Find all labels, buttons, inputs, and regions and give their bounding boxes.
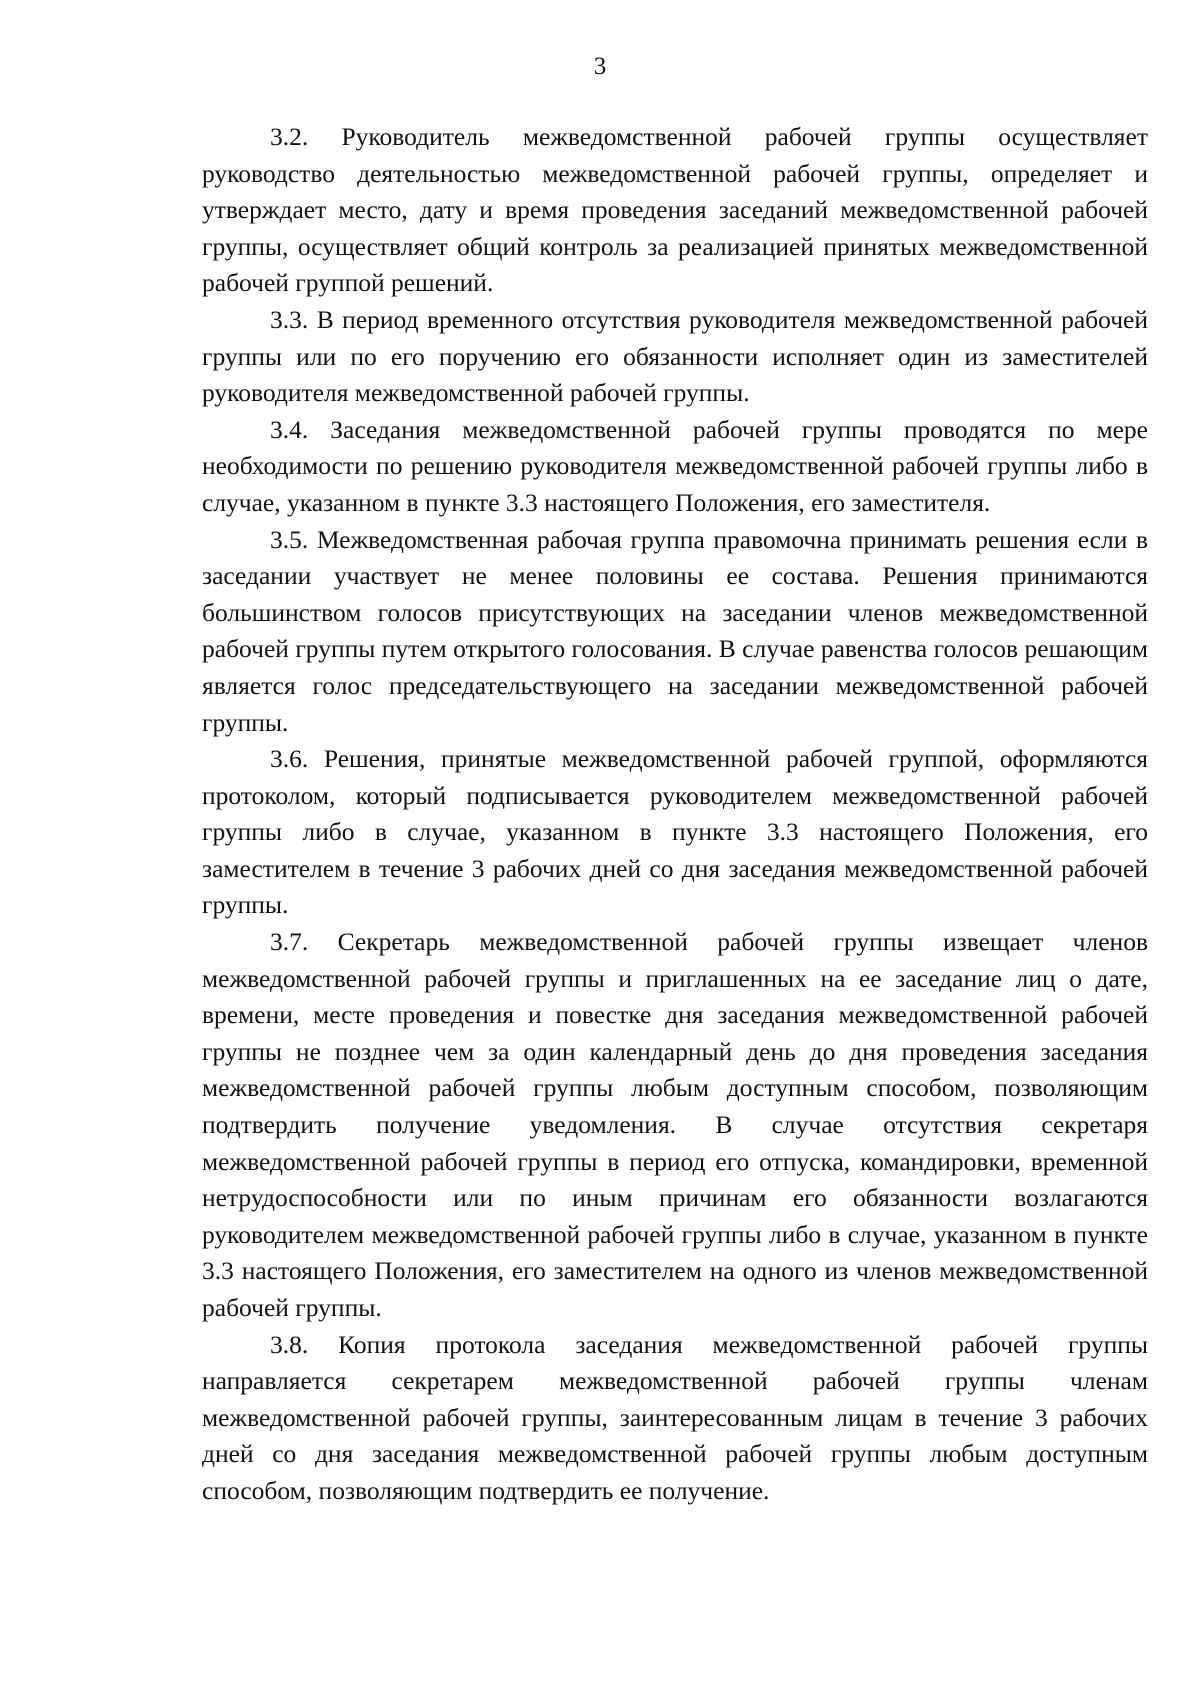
page-number: 3: [593, 53, 607, 80]
paragraph-3-8: 3.8. Копия протокола заседания межведомственной рабочей группы направляется секретарем межведомственной рабочей группы членам межведомственной рабочей группы, заинтересованным лицам в течение 3 рабочих дней со дня заседания межведомственной рабочей группы любым доступным способом, позволяющим подтвердить ее получение.: [202, 1329, 1148, 1505]
paragraph-3-5: 3.5. Межведомственная рабочая группа правомочна принимать решения если в заседании участвует не менее половины ее состава. Решения принимаются большинством голосов присутствующих на заседании членов межведомственной рабочей группы путем открытого голосования. В случае равенства голосов решающим является голос председательствующего на заседании межведомственной рабочей группы.: [202, 524, 1148, 737]
paragraph-3-4: 3.4. Заседания межведомственной рабочей группы проводятся по мере необходимости по решению руководителя межведомственной рабочей группы либо в случае, указанном в пункте 3.3 настоящего Положения, его заместителя.: [202, 414, 1148, 517]
document-body: [202, 119, 1148, 1510]
paragraph-3-7: 3.7. Секретарь межведомственной рабочей группы извещает членов межведомственной рабочей группы и приглашенных на ее заседание лиц о дате, времени, месте проведения и повестке дня заседания межведомственной рабочей группы не позднее чем за один календарный день до дня проведения заседания межведомственной рабочей группы любым доступным способом, позволяющим подтвердить получение уведомления. В случае отсутствия секретаря межведомственной рабочей группы в период его отпуска, командировки, временной нетрудоспособности или по иным причинам его обязанности возлагаются руководителем межведомственной рабочей группы либо в случае, указанном в пункте 3.3 настоящего Положения, его заместителем на одного из членов межведомственной рабочей группы.: [202, 927, 1148, 1322]
paragraph-3-3: 3.3. В период временного отсутствия руководителя межведомственной рабочей группы или по его поручению его обязанности исполняет один из заместителей руководителя межведомственной рабочей группы.: [202, 304, 1148, 408]
paragraph-3-6: 3.6. Решения, принятые межведомственной рабочей группой, оформляются протоколом, который подписывается руководителем межведомственной рабочей группы либо в случае, указанном в пункте 3.3 настоящего Положения, его заместителем в течение 3 рабочих дней со дня заседания межведомственной рабочей группы.: [202, 744, 1148, 920]
paragraph-3-2: 3.2. Руководитель межведомственной рабочей группы осуществляет руководство деятельностью межведомственной рабочей группы, определяет и утверждает место, дату и время проведения заседаний межведомственной рабочей группы, осуществляет общий контроль за реализацией принятых межведомственной рабочей группой решений.: [202, 122, 1148, 298]
